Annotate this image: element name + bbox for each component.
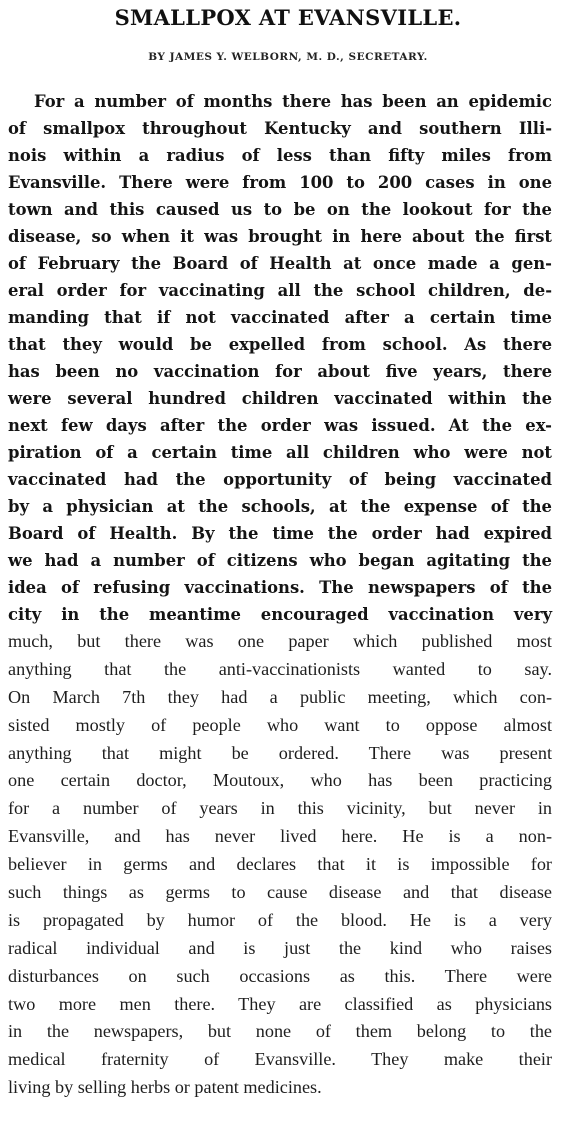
article-line: idea of refusing vaccinations. The newspapers of the: [8, 578, 552, 597]
article-body: [8, 88, 552, 1102]
article-line: Evansville, and has never lived here. He is a non-: [8, 826, 552, 847]
article-line: medical fraternity of Evansville. They make their: [8, 1049, 552, 1070]
article-body-bold-section: [8, 88, 552, 628]
article-line: in the newspapers, but none of them belong to the: [8, 1021, 552, 1042]
article-line: for a number of years in this vicinity, but never in: [8, 798, 552, 819]
article-line: city in the meantime encouraged vaccination very: [8, 605, 552, 624]
article-line: On March 7th they had a public meeting, which con-: [8, 686, 552, 707]
article-line: much, but there was one paper which published most: [8, 631, 552, 651]
article-line: vaccinated had the opportunity of being vaccinated: [8, 470, 552, 489]
article-line: that they would be expelled from school. As there: [8, 335, 552, 354]
article-line: such things as germs to cause disease and that disease: [8, 882, 552, 903]
article-line: For a number of months there has been an epidemic: [34, 92, 552, 111]
article-line: manding that if not vaccinated after a certain time: [8, 308, 552, 327]
article-line: Evansville. There were from 100 to 200 cases in one: [8, 173, 552, 192]
article-line: we had a number of citizens who began agitating the: [8, 551, 552, 570]
article-line: has been no vaccination for about five years, there: [8, 362, 552, 381]
article-line: town and this caused us to be on the lookout for the: [8, 200, 552, 219]
article-line: believer in germs and declares that it is impossible for: [8, 854, 552, 875]
article-line: of February the Board of Health at once made a gen-: [8, 254, 552, 273]
article-line: living by selling herbs or patent medicines.: [8, 1077, 322, 1098]
article-line: Board of Health. By the time the order had expired: [8, 524, 552, 543]
article-line: eral order for vaccinating all the school children, de-: [8, 281, 552, 300]
article-body-plain-section: [8, 628, 552, 1102]
article-line: sisted mostly of people who want to oppose almost: [8, 714, 552, 735]
article-line: disease, so when it was brought in here about the first: [8, 227, 552, 246]
article-line: by a physician at the schools, at the expense of the: [8, 497, 552, 516]
article-line: disturbances on such occasions as this. There were: [8, 965, 552, 986]
article-line: anything that the anti-vaccinationists wanted to say.: [8, 658, 552, 679]
article-line: anything that might be ordered. There was present: [8, 742, 552, 763]
article-line: piration of a certain time all children who were not: [8, 443, 552, 462]
article-byline: BY JAMES Y. WELBORN, M. D., SECRETARY.: [148, 51, 428, 63]
article-line: were several hundred children vaccinated within the: [8, 389, 552, 408]
article-line: nois within a radius of less than fifty miles from: [8, 146, 552, 165]
article-title-text: SMALLPOX AT EVANSVILLE.: [114, 5, 462, 30]
article-line: two more men there. They are classified as physicians: [8, 993, 552, 1014]
article-line: next few days after the order was issued. At the ex-: [8, 416, 552, 435]
article-line: is propagated by humor of the blood. He is a very: [8, 909, 552, 930]
article-line: radical individual and is just the kind who raises: [8, 937, 552, 958]
article-title: [0, 4, 576, 32]
article-line: one certain doctor, Moutoux, who has been practicing: [8, 770, 552, 791]
article-line: of smallpox throughout Kentucky and southern Illi-: [8, 119, 552, 138]
